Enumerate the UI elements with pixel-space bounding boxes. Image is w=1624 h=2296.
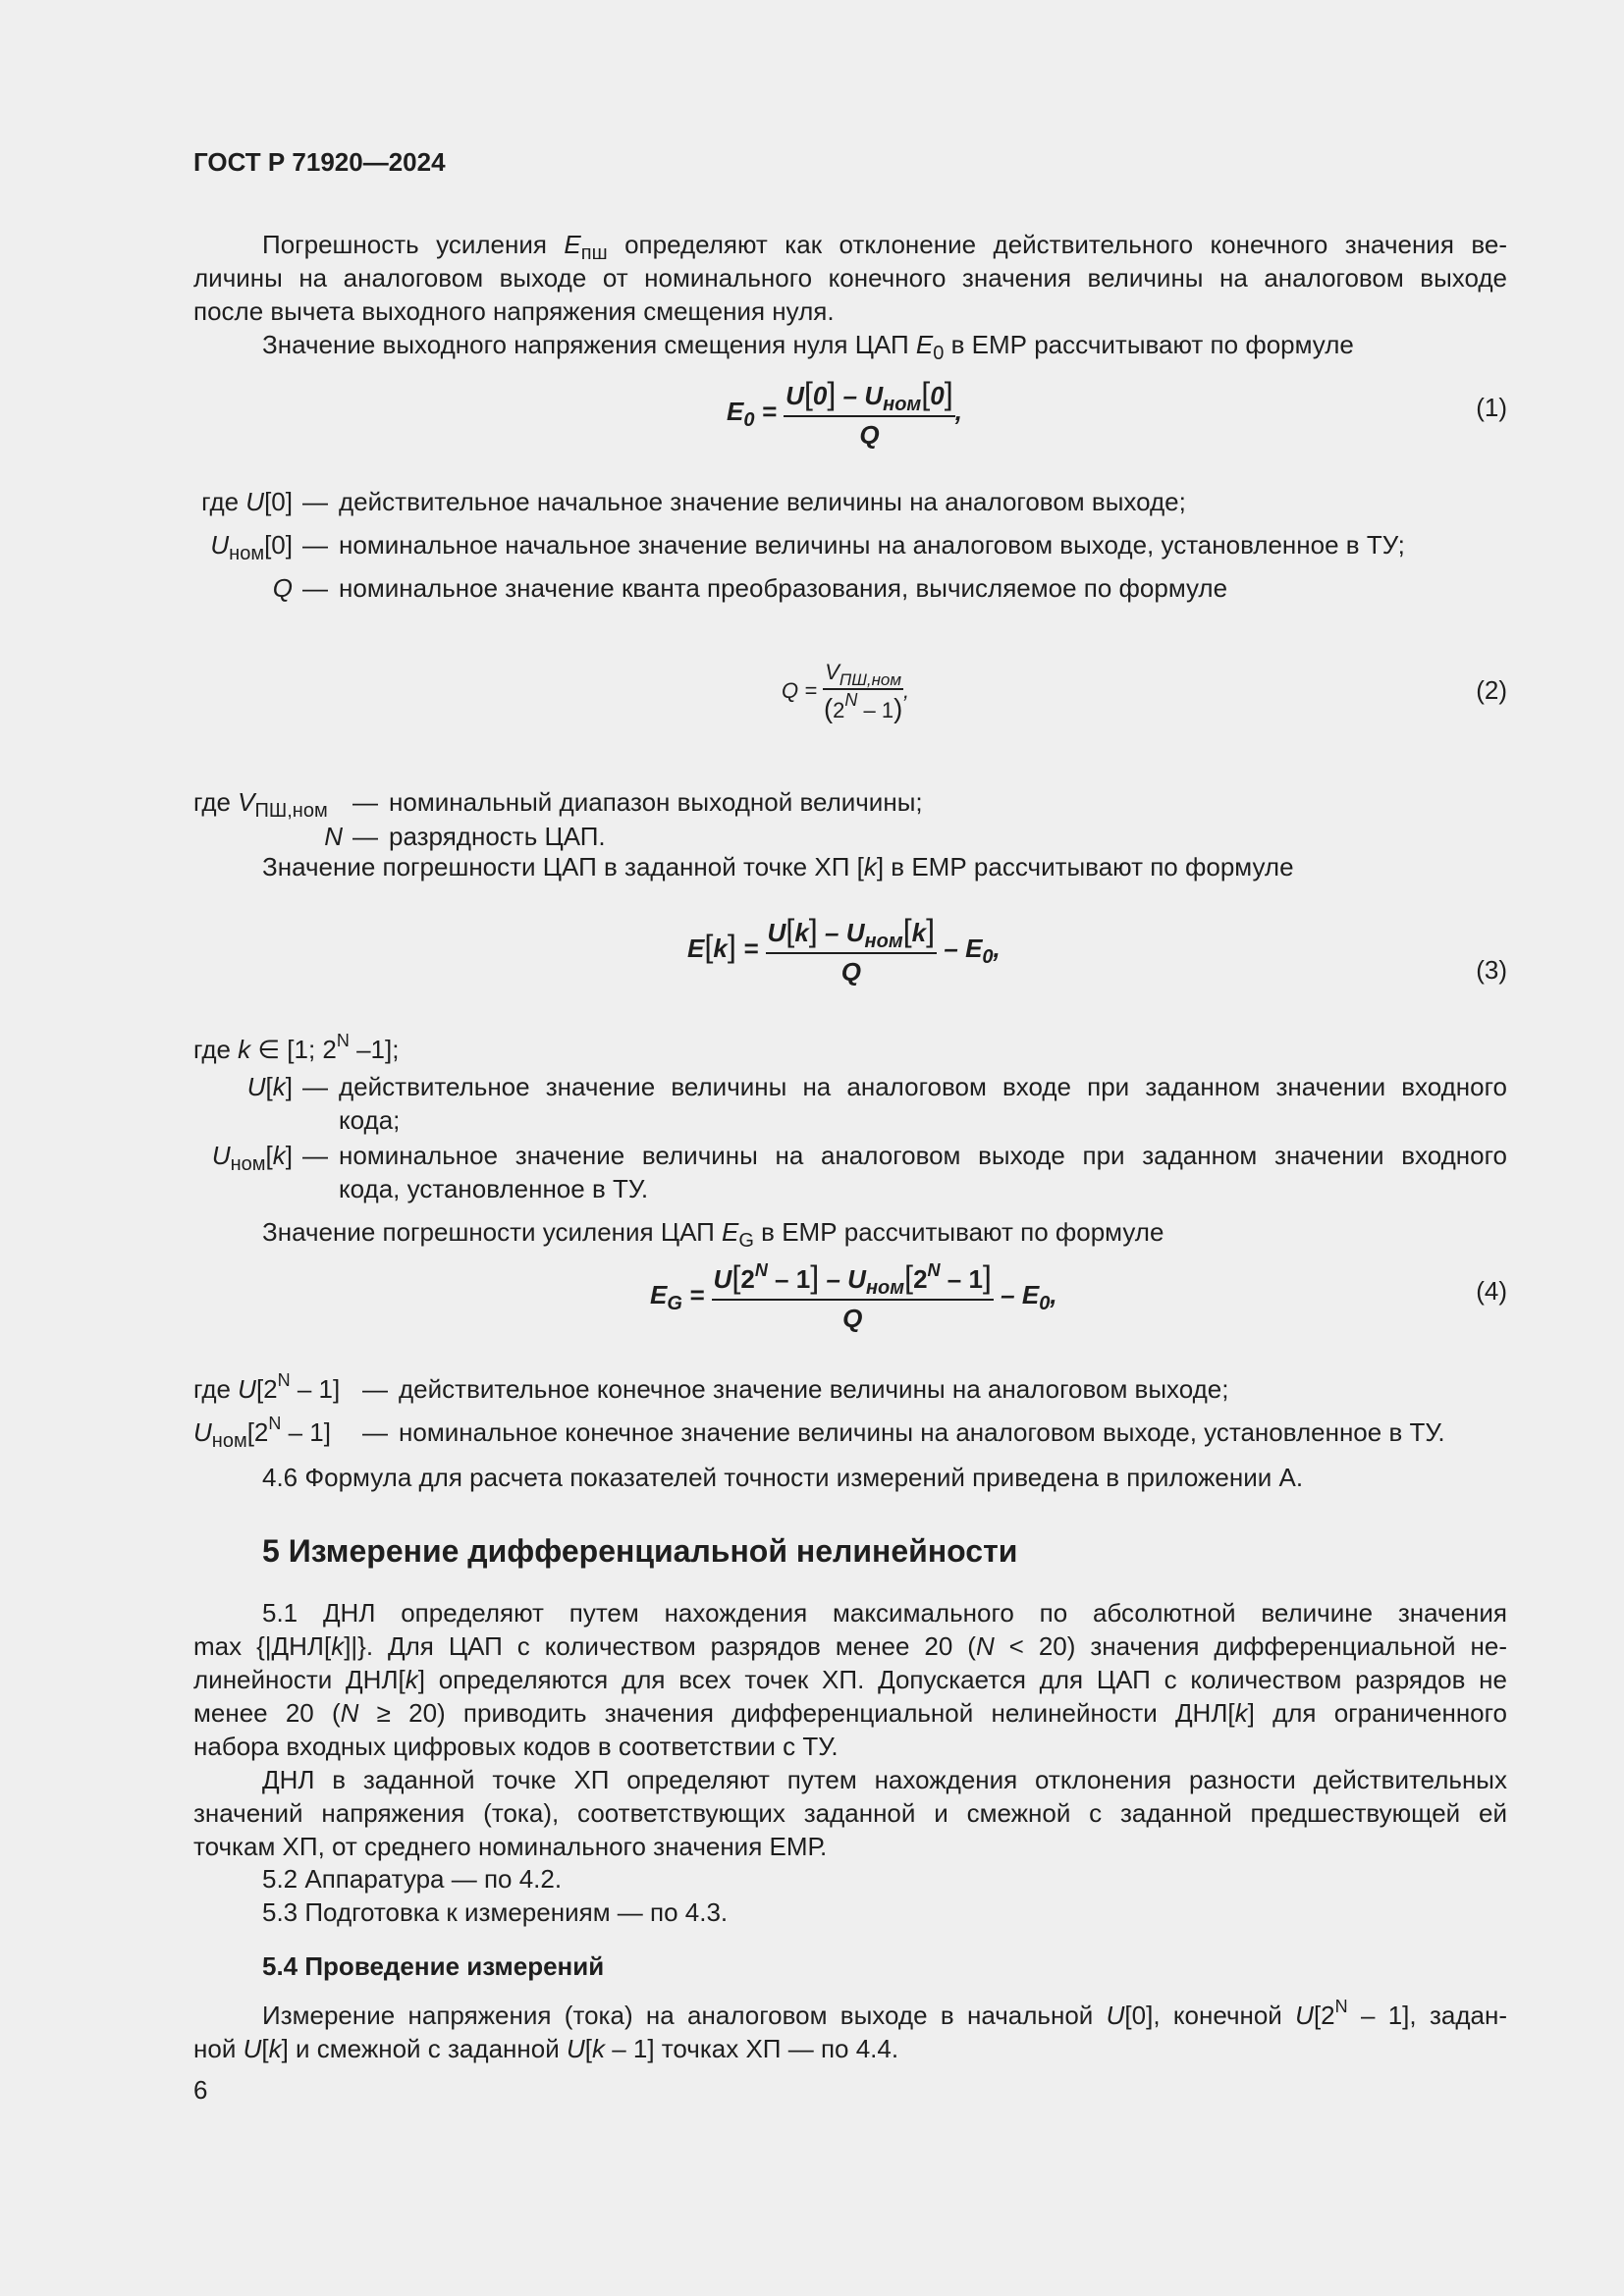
paragraph-dac-error-intro: Значение погрешности ЦАП в заданной точке ХП [k] в ЕМР рассчитывают по формуле — [262, 852, 1294, 881]
where-U2N-label: где $U[2^N - 1]$ — [193, 1370, 341, 1404]
formula-4-number: (4) — [1476, 1276, 1507, 1306]
paragraph-gain-error-line1: Погрешность усиления $E_{пш}$ определяют как отклонение действительного конечного значения ве- — [262, 230, 1508, 264]
where-1-label-U0: где U[0] — [201, 487, 293, 516]
section-5-heading: 5 Измерение дифференциальной нелинейности — [262, 1533, 1018, 1569]
where-Uk-dash: — — [302, 1072, 328, 1101]
where-1-text: действительное начальное значение величины на аналоговом выходе; — [339, 487, 1186, 516]
document-header-id: ГОСТ Р 71920—2024 — [193, 147, 446, 177]
paragraph-5-1-line4: менее 20 (N ≥ 20) приводить значения дифференциальной нелинейности ДНЛ[k] для ограниченного — [193, 1698, 1508, 1728]
where-V-dash: — — [352, 787, 378, 817]
paragraph-4-6: 4.6 Формула для расчета показателей точности измерений приведена в приложении А. — [262, 1463, 1304, 1492]
where-N-text: разрядность ЦАП. — [389, 822, 606, 851]
paragraph-gain-intro: Значение погрешности усиления ЦАП $E_G$ в ЕМР рассчитывают по формуле — [262, 1217, 1164, 1252]
paragraph-5-1-line3: линейности ДНЛ[k] определяются для всех точек ХП. Допускается для ЦАП с количеством разрядов не — [193, 1665, 1507, 1694]
paragraph-gain-error-line3: после вычета выходного напряжения смещения нуля. — [193, 296, 835, 326]
paragraph-5-3: 5.3 Подготовка к измерениям — по 4.3. — [262, 1897, 729, 1927]
paragraph-offset-intro: Значение выходного напряжения смещения нуля ЦАП $E_0$ в ЕМР рассчитывают по формуле — [262, 330, 1354, 364]
where-Unom2N-text: номинальное конечное значение величины на аналоговом выходе, установленное в ТУ. — [399, 1417, 1445, 1447]
paragraph-5-1-line1: 5.1 ДНЛ определяют путем нахождения максимального по абсолютной величине значения — [262, 1598, 1507, 1628]
where-N-label: N — [324, 822, 343, 851]
formula-2-number: (2) — [1476, 675, 1507, 705]
where-V-text: номинальный диапазон выходной величины; — [389, 787, 923, 817]
where-Uk-text-line2: кода; — [339, 1105, 401, 1135]
paragraph-dnl-line1: ДНЛ в заданной точке ХП определяют путем нахождения отклонения разности действительных — [262, 1765, 1507, 1794]
formula-1: $E_0$ = $\frac{U[0] - U_{ном}[0]}{Q}$ , — [727, 376, 962, 450]
paragraph-5-2: 5.2 Аппаратура — по 4.2. — [262, 1864, 563, 1894]
where-3-text: номинальное значение кванта преобразования, вычисляемое по формуле — [339, 573, 1228, 603]
page-number: 6 — [193, 2075, 208, 2105]
where-Uk-label: U[k] — [246, 1072, 293, 1101]
where-Unomk-text-line1: номинальное значение величины на аналоговом выходе при заданном значении входного — [339, 1141, 1507, 1170]
where-2-label-Unom0: $U_{ном}[0]$ — [210, 530, 293, 564]
paragraph-5-1-line2: max {|ДНЛ[k]|}. Для ЦАП с количеством разрядов менее 20 (N < 20) значения дифференциальной не- — [193, 1631, 1508, 1661]
where-Unomk-label: $U_{ном}[k]$ — [211, 1141, 293, 1175]
where-Unomk-dash: — — [302, 1141, 328, 1170]
where-Uk-text-line1: действительное значение величины на аналоговом входе при заданном значении входного — [339, 1072, 1507, 1101]
paragraph-gain-error-line2: личины на аналоговом выходе от номинального конечного значения величины на аналоговом выходе — [193, 263, 1507, 293]
paragraph-measurement-line2: ной U[k] и смежной с заданной U[k – 1] точках ХП — по 4.4. — [193, 2034, 899, 2063]
paragraph-measurement-line1: Измерение напряжения (тока) на аналоговом выходе в начальной U[0], конечной $U[2^N - 1]$, задан- — [262, 1997, 1507, 2030]
where-k-range: где k ∈ [1; $2^N$ –1]; — [193, 1031, 400, 1064]
formula-4: $E_G$ = $\frac{U[2^N - 1] - U_{ном}[2^N - 1]}{Q}$ – $E_0$, — [650, 1259, 1057, 1333]
where-U2N-text: действительное конечное значение величины на аналоговом выходе; — [399, 1374, 1229, 1404]
where-Unom2N-label: $U_{ном}[2^N - 1]$ — [193, 1414, 331, 1452]
where-2-text: номинальное начальное значение величины на аналоговом выходе, установленное в ТУ; — [339, 530, 1405, 560]
where-V-label: где $V_{ПШ,ном}$ — [193, 787, 328, 822]
where-U2N-dash: — — [362, 1374, 388, 1404]
formula-2: Q = $\frac{V_{ПШ,ном}}{(2^N - 1)}$ , — [782, 660, 910, 723]
where-3-label-Q: Q — [272, 573, 293, 603]
where-3-dash: — — [302, 573, 328, 603]
paragraph-5-1-line5: набора входных цифровых кодов в соответствии с ТУ. — [193, 1732, 839, 1761]
paragraph-dnl-line2: значений напряжения (тока), соответствующих заданной и смежной с заданной предшествующей ей — [193, 1798, 1507, 1828]
subsection-5-4-heading: 5.4 Проведение измерений — [262, 1951, 605, 1981]
where-Unomk-text-line2: кода, установленное в ТУ. — [339, 1174, 649, 1203]
formula-3-number: (3) — [1476, 955, 1507, 985]
where-N-dash: — — [352, 822, 378, 851]
formula-1-number: (1) — [1476, 393, 1507, 422]
formula-3: E[k] = $\frac{U[k] - U_{ном}[k]}{Q}$ – $E_0$, — [687, 913, 1001, 987]
where-1-dash: — — [302, 487, 328, 516]
where-Unom2N-dash: — — [362, 1417, 388, 1447]
paragraph-dnl-line3: точкам ХП, от среднего номинального значения ЕМР. — [193, 1832, 828, 1861]
where-2-dash: — — [302, 530, 328, 560]
